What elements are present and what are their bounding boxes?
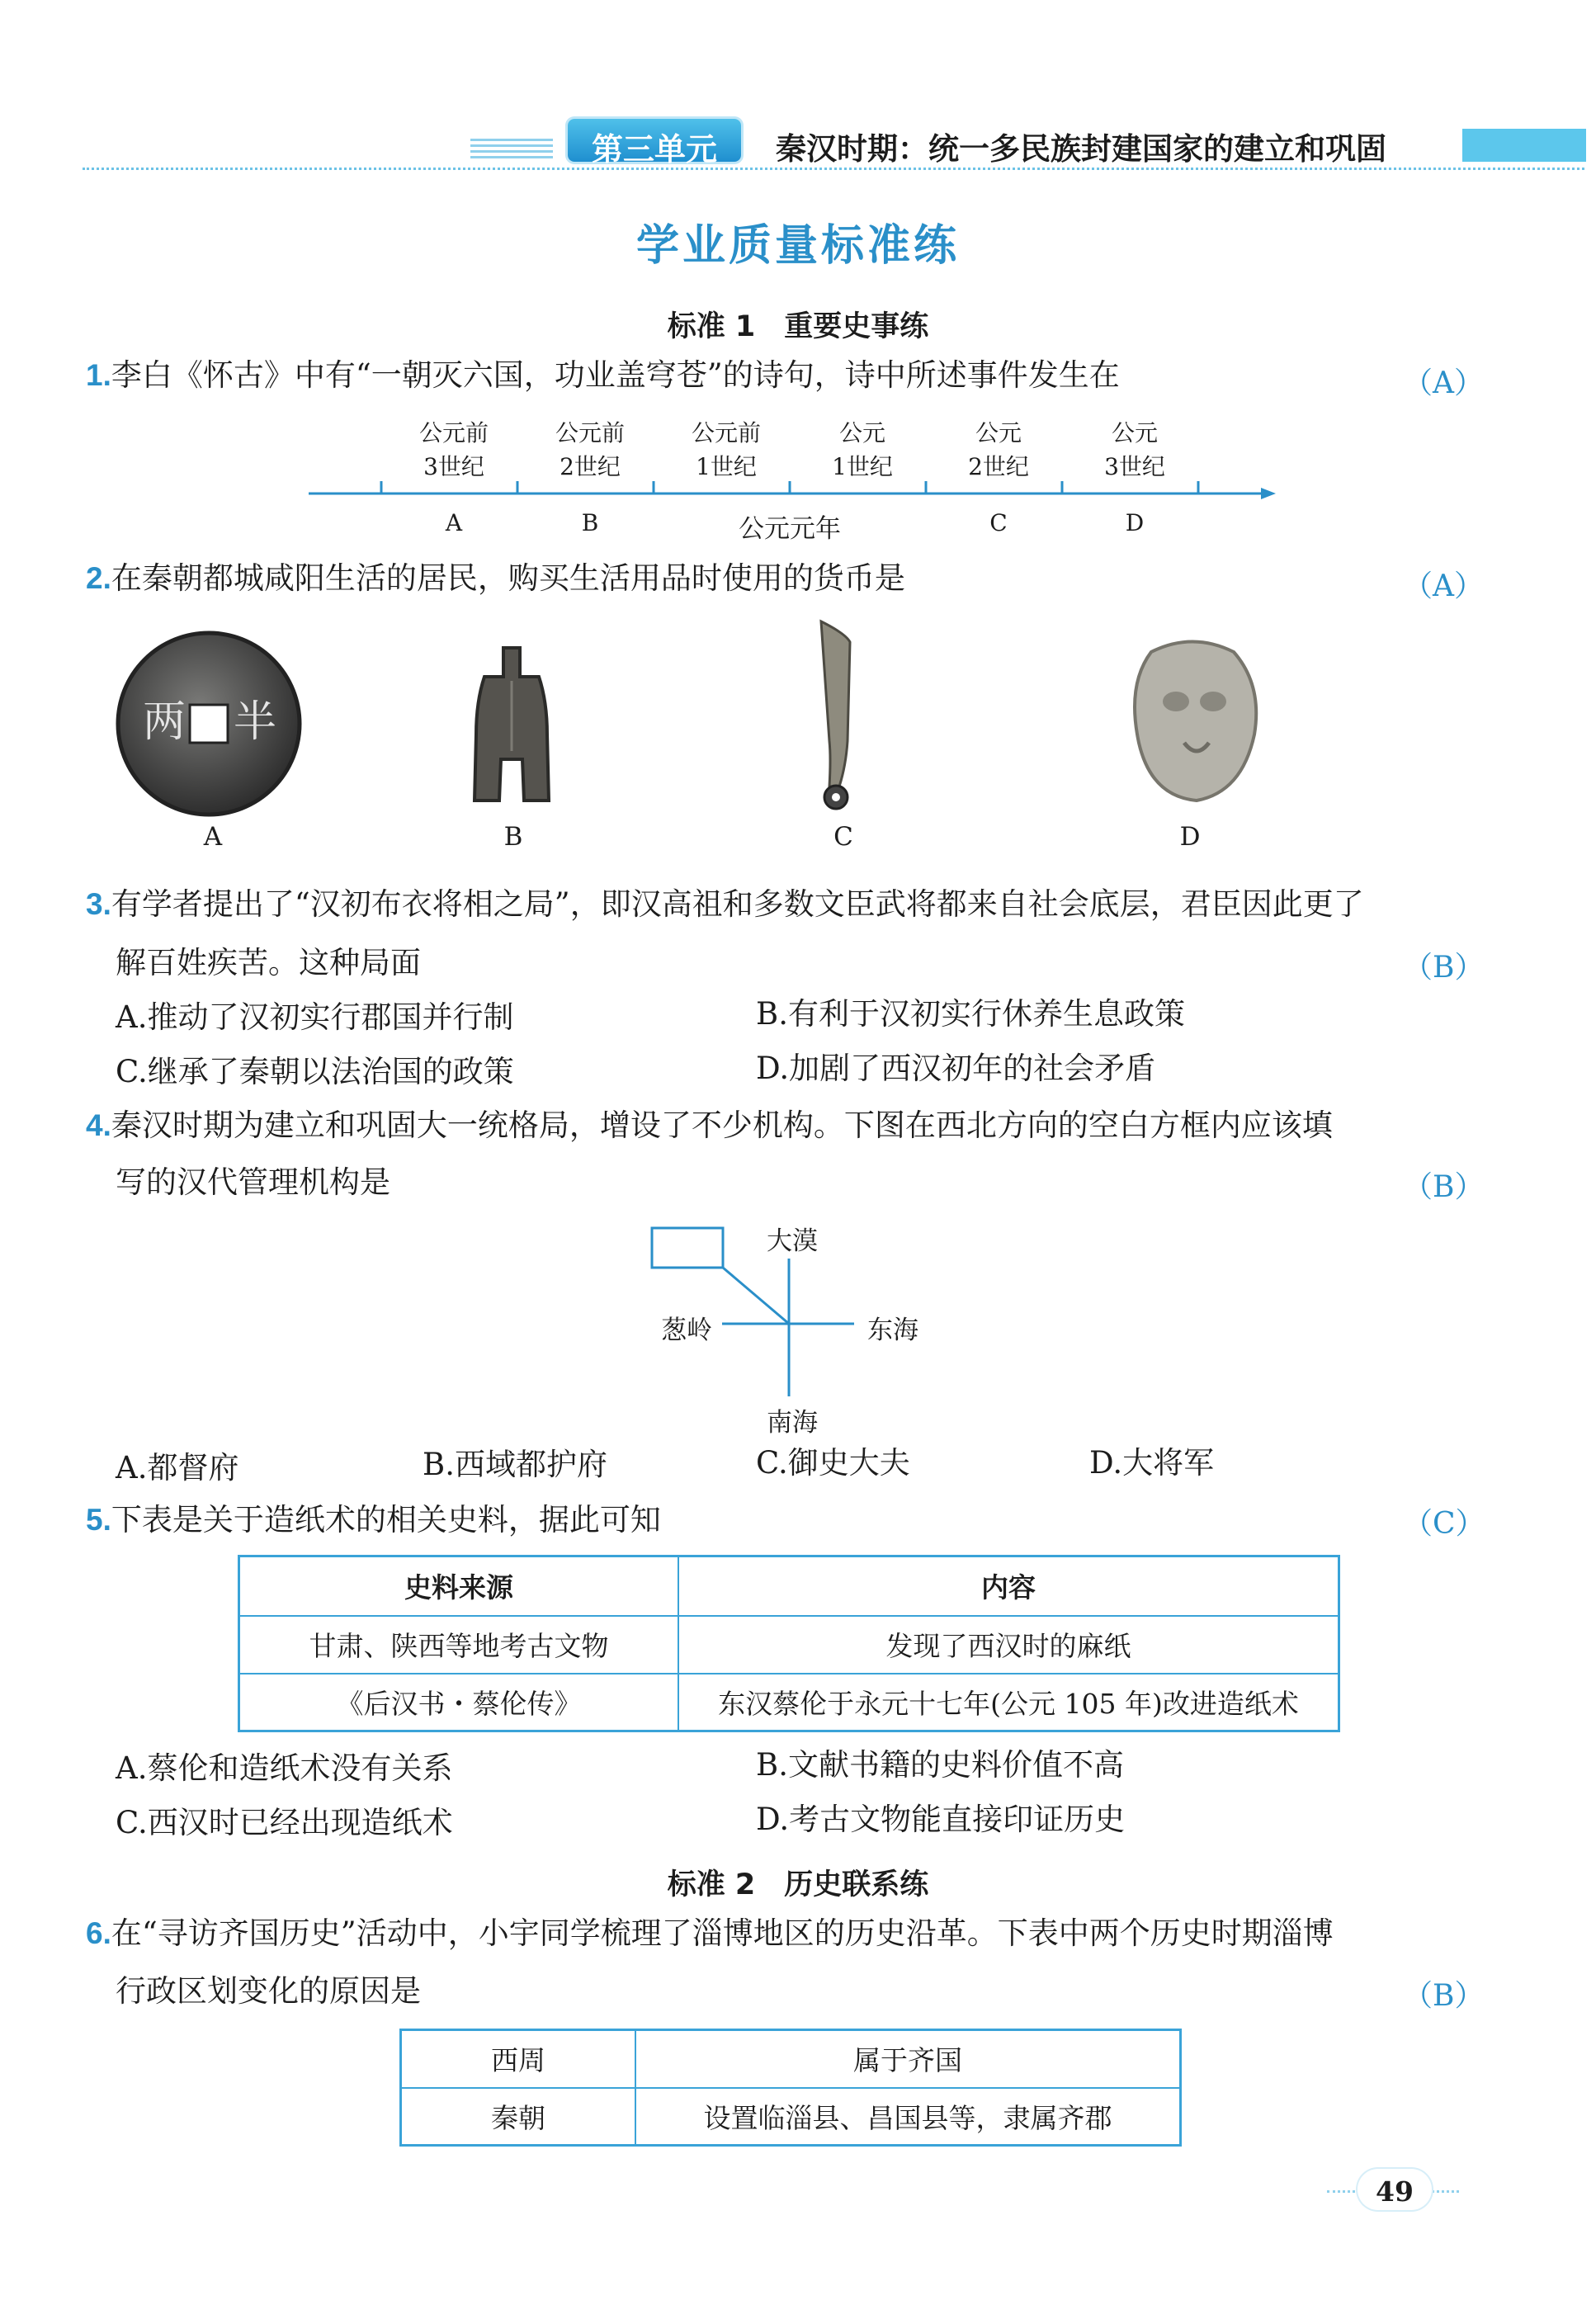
timeline-mark-origin: 公元元年 xyxy=(739,514,841,544)
table-header-cell: 内容 xyxy=(678,1556,1339,1616)
question-number: 3. xyxy=(86,887,111,921)
timeline-axis xyxy=(305,475,1279,508)
unit-badge-label: 第三单元 xyxy=(591,131,717,168)
answer-5: （C） xyxy=(1403,1507,1485,1541)
table-row xyxy=(239,1616,1339,1674)
timeline-label: 公元 3世纪 xyxy=(1104,419,1165,480)
question-3-line2: 解百姓疾苦。这种局面 xyxy=(116,945,421,980)
answer-3: （B） xyxy=(1403,951,1485,985)
table-cell: 西周 xyxy=(401,2030,636,2088)
section-title-1: 标准 1 重要史事练 xyxy=(667,310,929,343)
table-cell: 属于齐国 xyxy=(635,2030,1181,2088)
timeline-mark-c: C xyxy=(989,509,1008,536)
table-cell: 《后汉书・蔡伦传》 xyxy=(239,1674,679,1731)
q5-option-d: D.考古文物能直接印证历史 xyxy=(756,1802,1126,1837)
q4-option-c: C.御史大夫 xyxy=(756,1445,910,1481)
header-bar xyxy=(0,0,1596,173)
q6-table xyxy=(399,2029,1182,2147)
table-cell: 甘肃、陕西等地考古文物 xyxy=(239,1616,679,1674)
question-6-line2: 行政区划变化的原因是 xyxy=(116,1973,421,2009)
q5-option-a: A.蔡伦和造纸术没有关系 xyxy=(116,1750,453,1786)
table-row xyxy=(401,2030,1181,2088)
question-6 xyxy=(86,1915,1334,1951)
question-2 xyxy=(86,560,905,596)
q3-option-d: D.加剧了西汉初年的社会矛盾 xyxy=(756,1051,1156,1086)
section-title-2: 标准 2 历史联系练 xyxy=(667,1868,929,1901)
timeline-label: 公元前 3世纪 xyxy=(418,419,489,480)
q5-table xyxy=(238,1555,1340,1732)
answer-1: （A） xyxy=(1403,366,1484,400)
unit-title: 秦汉时期：统一多民族封建国家的建立和巩固 xyxy=(776,131,1386,167)
q4-option-b: B.西域都护府 xyxy=(423,1447,607,1482)
timeline-mark-d: D xyxy=(1125,509,1145,536)
q4-option-d: D.大将军 xyxy=(1089,1445,1215,1481)
header-stripes xyxy=(470,139,553,158)
timeline-label: 公元 1世纪 xyxy=(832,419,893,480)
header-divider xyxy=(83,168,1584,170)
coin-char-left: 两 xyxy=(143,697,187,747)
question-number: 2. xyxy=(86,561,111,595)
q5-option-c: C.西汉时已经出现造纸术 xyxy=(116,1805,453,1840)
timeline-label: 公元前 2世纪 xyxy=(555,419,625,480)
q5-option-b: B.文献书籍的史料价值不高 xyxy=(756,1747,1124,1783)
question-stem: 下表是关于造纸术的相关史料，据此可知 xyxy=(111,1502,661,1537)
question-number: 5. xyxy=(86,1503,111,1537)
question-1 xyxy=(86,357,1120,393)
q4-option-a: A.都督府 xyxy=(116,1450,239,1485)
answer-6: （B） xyxy=(1403,1979,1485,2013)
spade-coin-image xyxy=(458,644,565,809)
ant-nose-coin-image xyxy=(1118,635,1267,809)
coin-char-right: 半 xyxy=(234,697,277,747)
table-cell: 发现了西汉时的麻纸 xyxy=(678,1616,1339,1674)
question-stem: 在秦朝都城咸阳生活的居民，购买生活用品时使用的货币是 xyxy=(111,560,905,596)
q3-option-c: C.继承了秦朝以法治国的政策 xyxy=(116,1054,514,1089)
timeline-label: 公元前 1世纪 xyxy=(691,419,761,480)
question-number: 6. xyxy=(86,1916,111,1950)
question-stem: 有学者提出了“汉初布衣将相之局”，即汉高祖和多数文臣武将都来自社会底层，君臣因此更了 xyxy=(111,886,1364,922)
map-label-north: 大漠 xyxy=(767,1226,818,1256)
question-number: 4. xyxy=(86,1108,111,1142)
answer-4: （B） xyxy=(1403,1170,1485,1204)
map-label-east: 东海 xyxy=(867,1315,918,1345)
knife-coin-image xyxy=(813,617,871,815)
table-row xyxy=(239,1674,1339,1731)
timeline xyxy=(0,409,1596,544)
table-cell: 秦朝 xyxy=(401,2088,636,2146)
page-number: 49 xyxy=(1376,2175,1414,2208)
answer-2: （A） xyxy=(1403,569,1484,603)
question-3 xyxy=(86,886,1364,922)
map-label-south: 南海 xyxy=(767,1408,818,1438)
timeline-mark-a: A xyxy=(445,509,463,536)
question-stem: 在“寻访齐国历史”活动中，小宇同学梳理了淄博地区的历史沿革。下表中两个历史时期淄博 xyxy=(111,1915,1334,1951)
question-number: 1. xyxy=(86,358,111,392)
question-4 xyxy=(86,1110,1333,1141)
banliang-coin-image xyxy=(114,629,304,819)
table-cell: 东汉蔡伦于永元十七年(公元 105 年)改进造纸术 xyxy=(678,1674,1339,1731)
timeline-mark-b: B xyxy=(581,509,599,536)
q3-option-a: A.推动了汉初实行郡国并行制 xyxy=(116,999,514,1035)
page-title: 学业质量标准练 xyxy=(635,221,960,271)
option-label-d: D xyxy=(1179,822,1201,852)
table-header-cell: 史料来源 xyxy=(239,1556,679,1616)
timeline-label: 公元 2世纪 xyxy=(968,419,1029,480)
table-header-row xyxy=(239,1556,1339,1616)
option-label-c: C xyxy=(833,822,853,852)
map-label-west: 葱岭 xyxy=(661,1315,712,1345)
option-label-b: B xyxy=(503,822,523,852)
table-cell: 设置临淄县、昌国县等，隶属齐郡 xyxy=(635,2088,1181,2146)
question-stem: 李白《怀古》中有“一朝灭六国，功业盖穹苍”的诗句，诗中所述事件发生在 xyxy=(111,357,1120,393)
question-stem: 秦汉时期为建立和巩固大一统格局，增设了不少机构。下图在西北方向的空白方框内应该填 xyxy=(111,1108,1333,1143)
question-4-line2: 写的汉代管理机构是 xyxy=(116,1164,390,1200)
option-label-a: A xyxy=(203,822,223,852)
question-5 xyxy=(86,1504,661,1535)
q3-option-b: B.有利于汉初实行休养生息政策 xyxy=(756,996,1185,1032)
table-row xyxy=(401,2088,1181,2146)
direction-diagram xyxy=(644,1213,990,1436)
header-accent-block xyxy=(1462,129,1586,162)
